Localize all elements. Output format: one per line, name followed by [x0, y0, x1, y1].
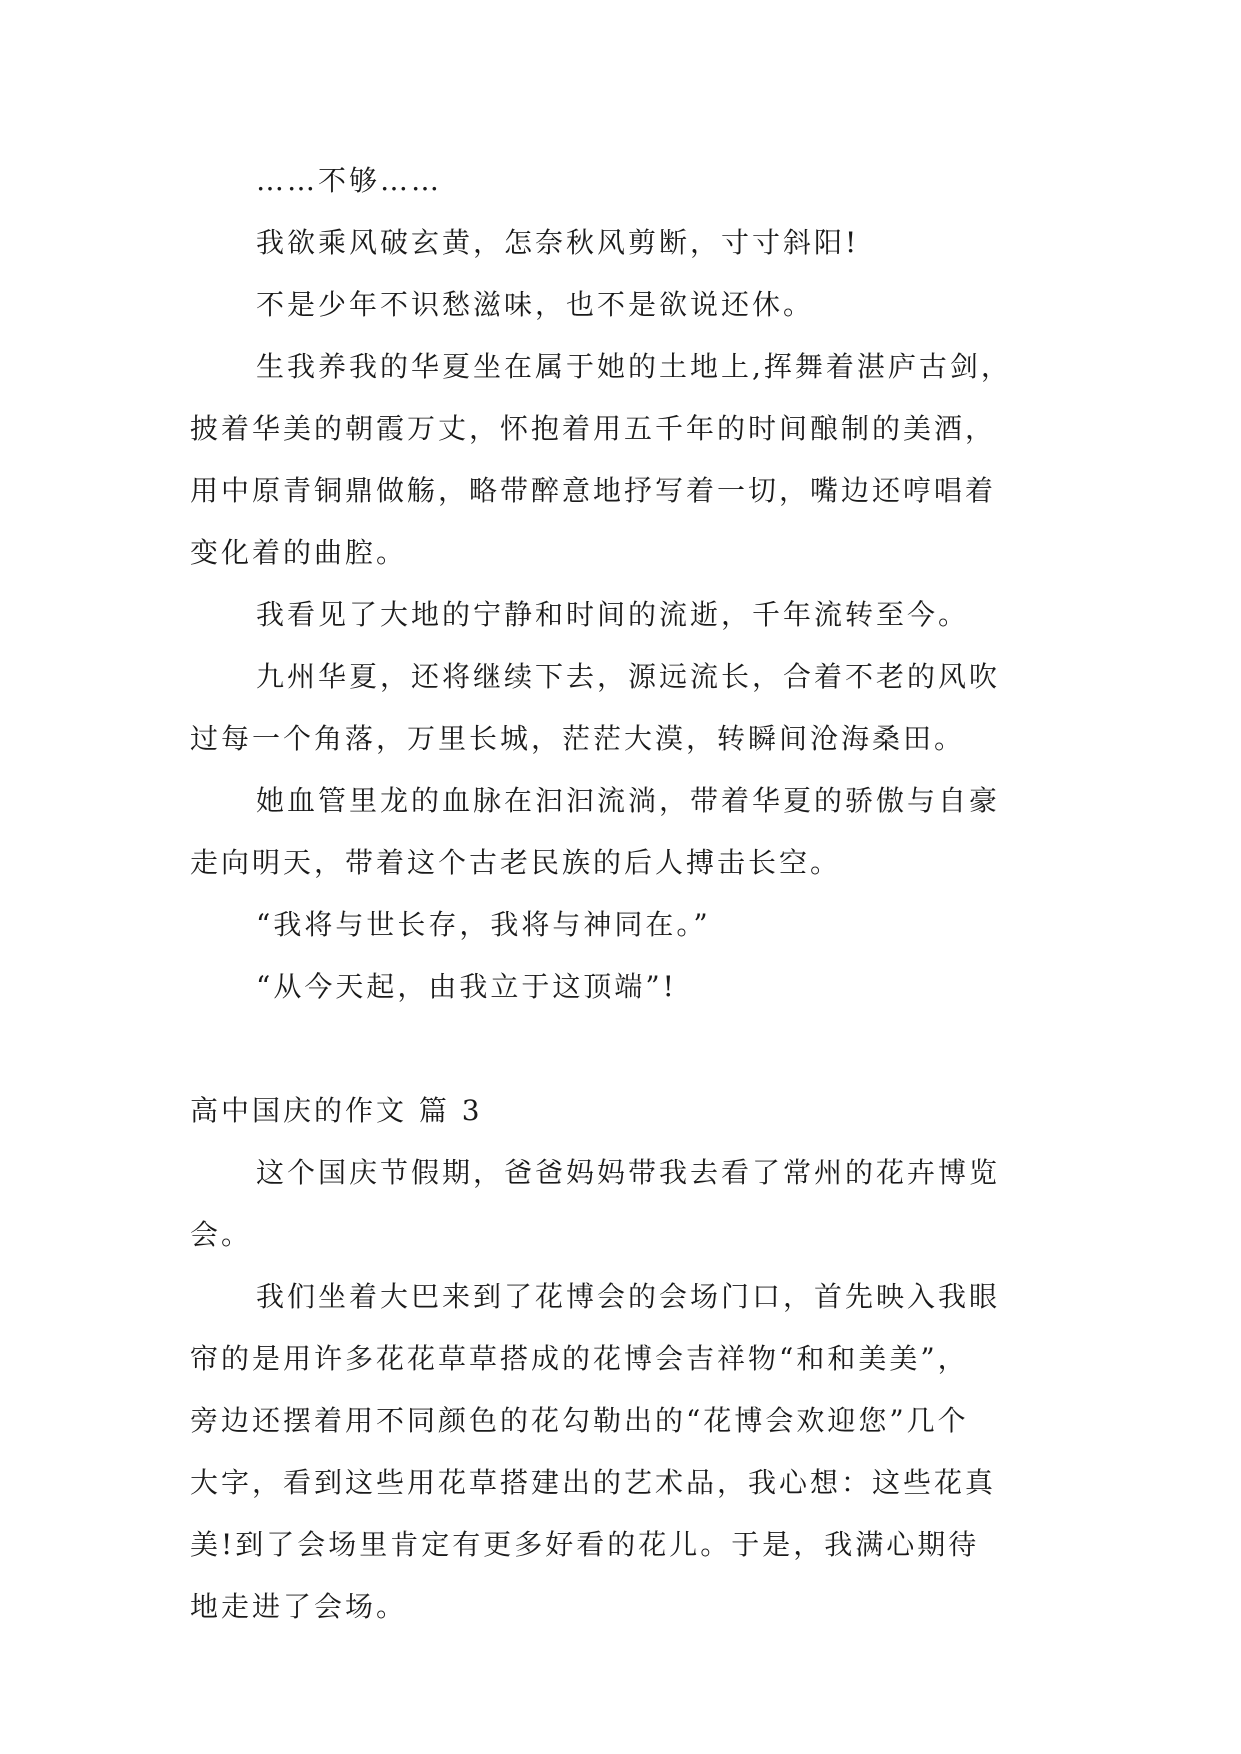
text-line: 她血管里龙的血脉在汩汩流淌，带着华夏的骄傲与自豪	[256, 784, 1001, 817]
text-line: 我欲乘风破玄黄，怎奈秋风剪断，寸寸斜阳!	[256, 226, 860, 259]
text-line: 我看见了大地的宁静和时间的流逝，千年流转至今。	[256, 598, 970, 631]
text-line: 这个国庆节假期，爸爸妈妈带我去看了常州的花卉博览	[256, 1156, 1001, 1189]
text-line: 走向明天，带着这个古老民族的后人搏击长空。	[190, 846, 842, 879]
text-line: “从今天起，由我立于这顶端”!	[256, 970, 677, 1003]
text-line: 旁边还摆着用不同颜色的花勾勒出的“花博会欢迎您”几个	[190, 1404, 969, 1437]
text-line: 不是少年不识愁滋味，也不是欲说还休。	[256, 288, 815, 321]
text-line: 过每一个角落，万里长城，茫茫大漠，转瞬间沧海桑田。	[190, 722, 966, 755]
text-line: ……不够……	[256, 164, 443, 197]
text-line: 披着华美的朝霞万丈，怀抱着用五千年的时间酿制的美酒，	[190, 412, 997, 445]
text-line: 美!到了会场里肯定有更多好看的花儿。于是，我满心期待	[190, 1528, 980, 1561]
text-line: “我将与世长存，我将与神同在。”	[256, 908, 711, 941]
text-line: 帘的是用许多花花草草搭成的花博会吉祥物“和和美美”，	[190, 1342, 969, 1375]
text-line: 生我养我的华夏坐在属于她的土地上,挥舞着湛庐古剑，	[256, 350, 1012, 383]
text-line: 九州华夏，还将继续下去，源远流长，合着不老的风吹	[256, 660, 1001, 693]
document-body	[190, 150, 1050, 1638]
text-line: 用中原青铜鼎做觞，略带醉意地抒写着一切，嘴边还哼唱着	[190, 474, 997, 507]
text-line: 会。	[190, 1218, 253, 1251]
text-line: 地走进了会场。	[190, 1590, 408, 1623]
paragraph-gap	[190, 1018, 1050, 1080]
text-line: 大字，看到这些用花草搭建出的艺术品，我心想：这些花真	[190, 1466, 997, 1499]
text-line: 变化着的曲腔。	[190, 536, 408, 569]
section-heading: 高中国庆的作文 篇 3	[190, 1094, 483, 1127]
text-line: 我们坐着大巴来到了花博会的会场门口，首先映入我眼	[256, 1280, 1001, 1313]
